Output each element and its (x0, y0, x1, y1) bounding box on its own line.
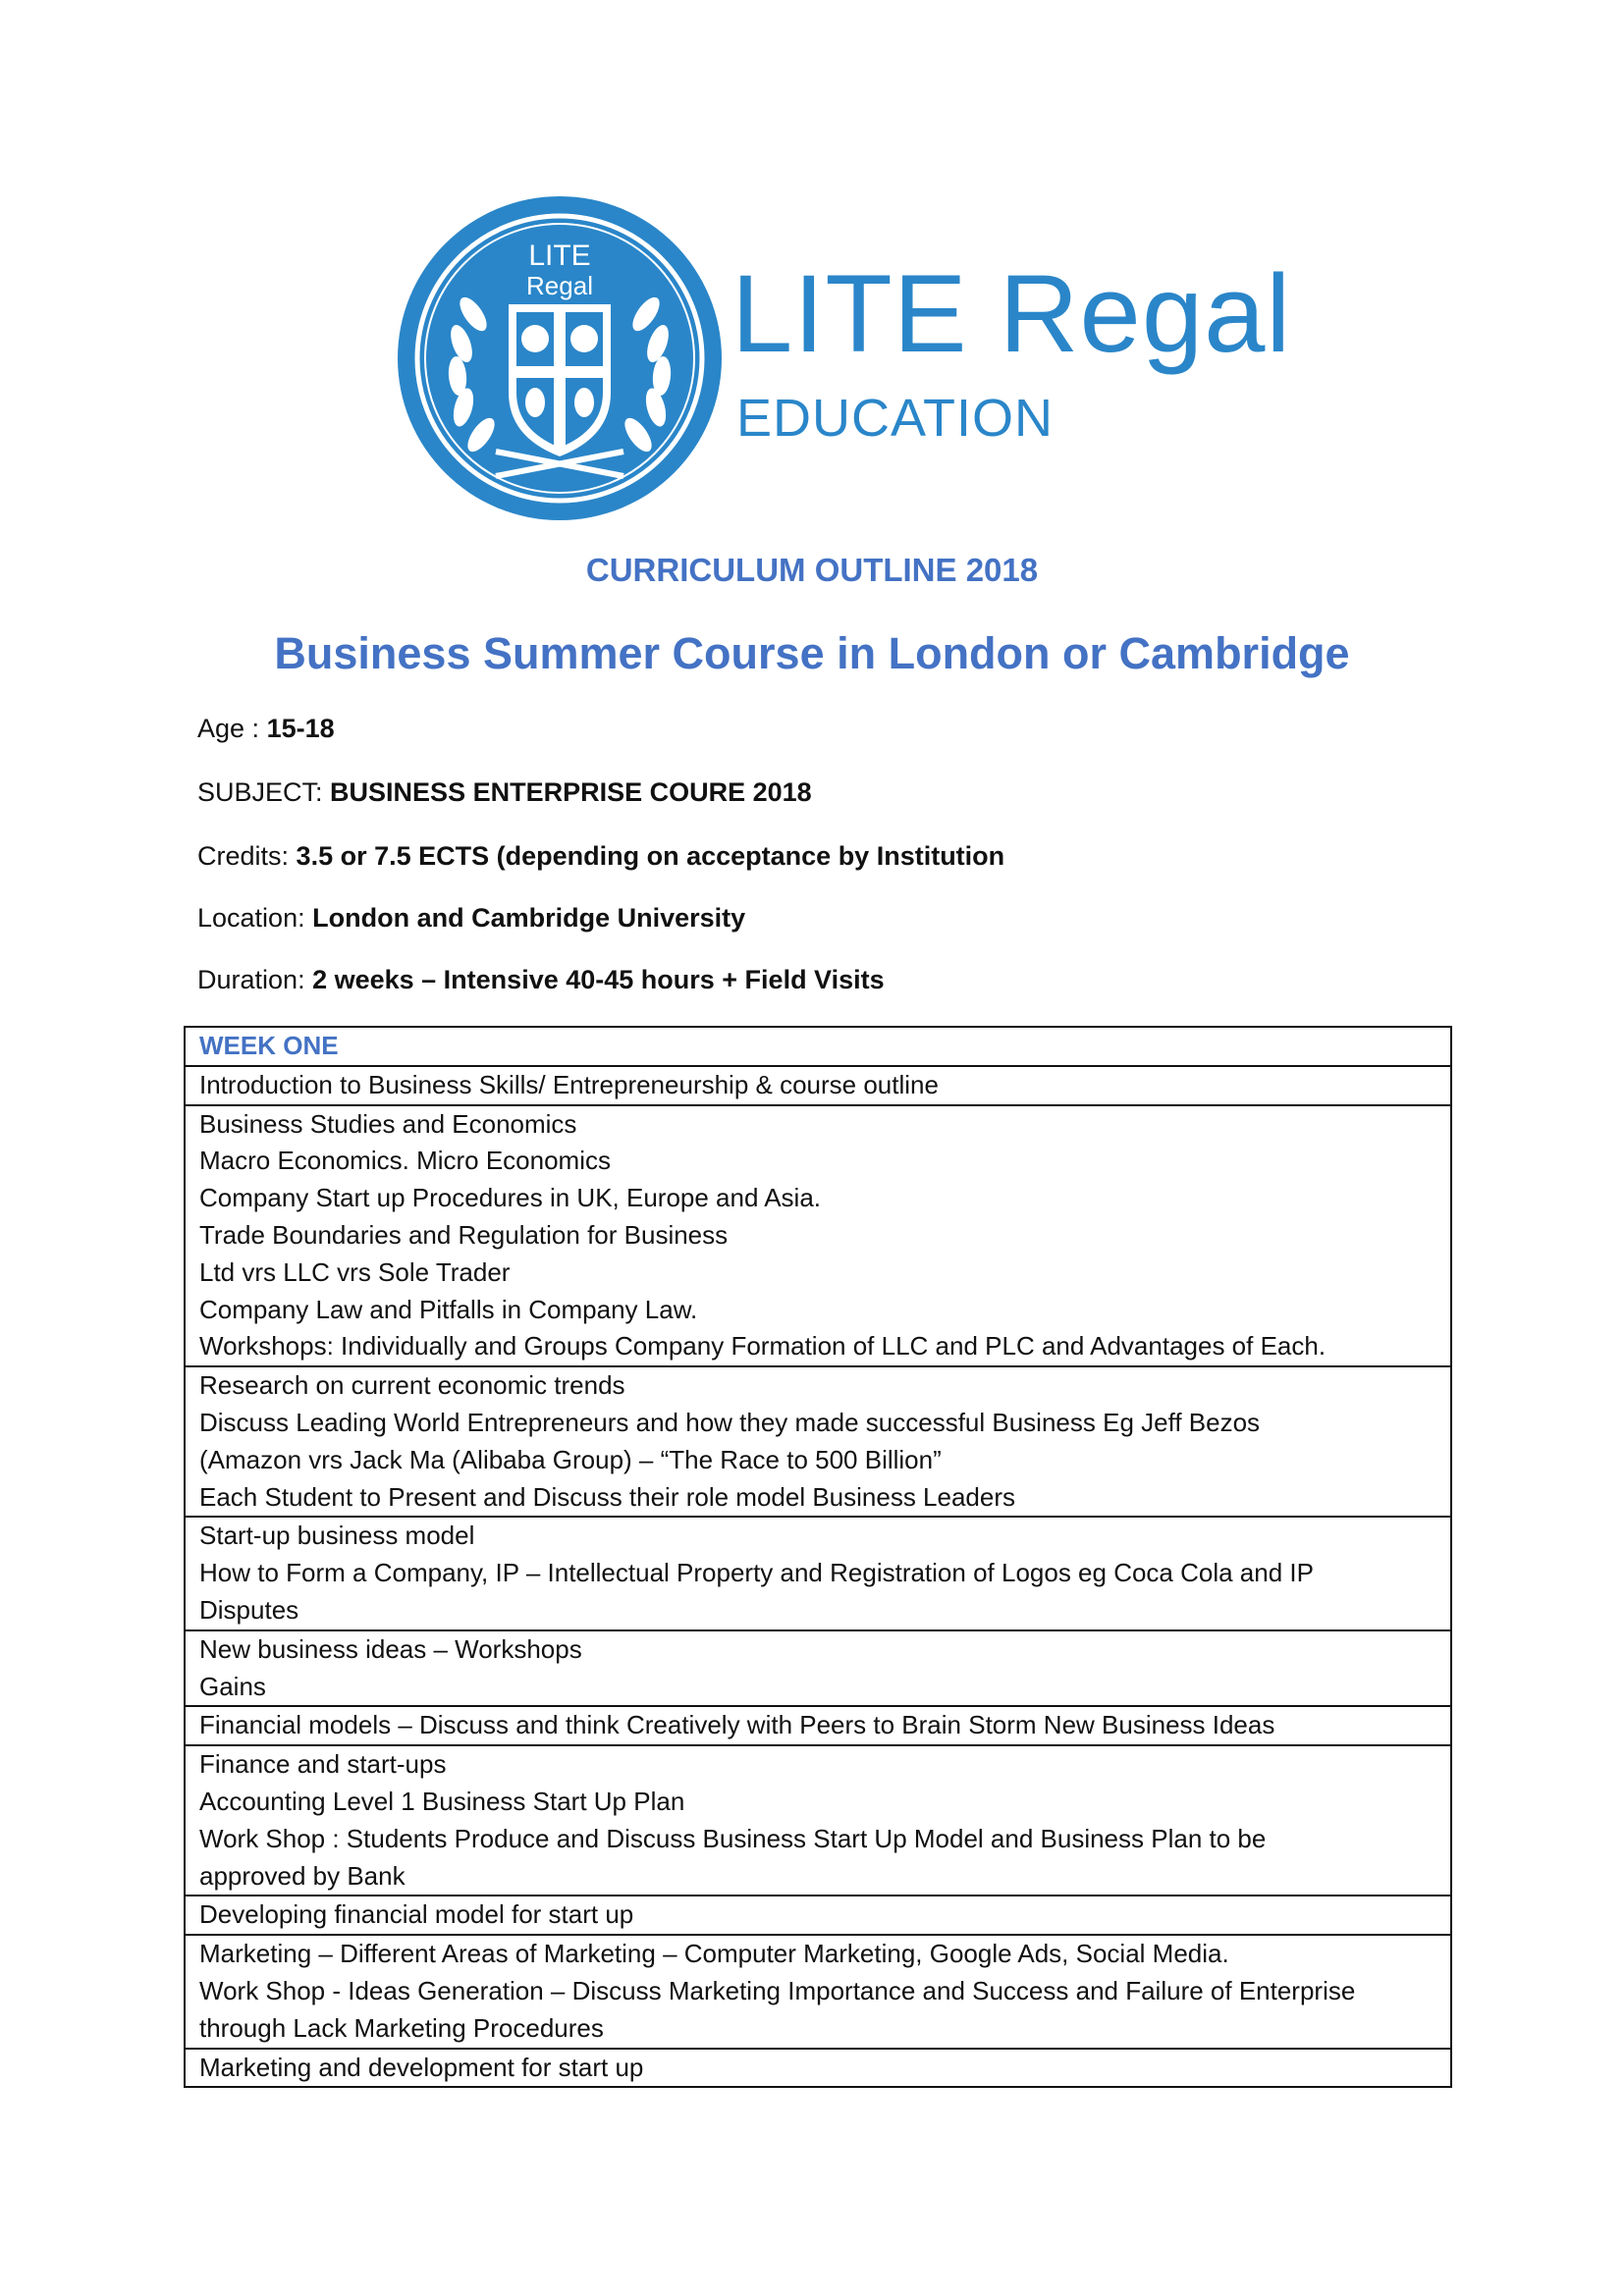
table-row-line: Start-up business model (199, 1521, 475, 1551)
table-row-line: Trade Boundaries and Regulation for Business (199, 1219, 729, 1250)
brand-name: LITE Regal (731, 252, 1292, 375)
brand-subtitle: EDUCATION (736, 389, 1055, 448)
curriculum-outline-title: CURRICULUM OUTLINE 2018 (585, 552, 1039, 588)
table-row-line: Finance and start-ups (199, 1749, 447, 1780)
table-row (186, 1934, 1450, 2047)
seal-bottom-text: Regal (526, 271, 593, 300)
table-row-line: Business Studies and Economics (199, 1108, 577, 1139)
table-row (186, 1744, 1450, 1895)
table-row (186, 1516, 1450, 1629)
table-row-line: Discuss Leading World Entrepreneurs and how they made successful Business Eg Jeff Bezos (199, 1407, 1261, 1437)
table-row-line: Work Shop - Ideas Generation – Discuss Marketing Importance and Success and Failure of Enterprise (199, 1975, 1356, 2005)
table-row (186, 1629, 1450, 1706)
table-row-line: through Lack Marketing Procedures (199, 2012, 604, 2043)
table-row-line: Ltd vrs LLC vrs Sole Trader (199, 1256, 511, 1287)
table-heading-week-one: WEEK ONE (199, 1031, 339, 1060)
table-row (186, 1705, 1450, 1744)
table-row-line: Accounting Level 1 Business Start Up Plan (199, 1786, 685, 1816)
table-row (186, 1895, 1450, 1934)
table-row-line: Macro Economics. Micro Economics (199, 1146, 611, 1176)
table-row (186, 1104, 1450, 1366)
seal-emblem (393, 191, 727, 525)
table-row-line: Workshops: Individually and Groups Company Formation of LLC and PLC and Advantages of Each. (199, 1331, 1326, 1362)
table-row-line: Disputes (199, 1594, 299, 1625)
table-row-line: Introduction to Business Skills/ Entrepreneurship & course outline (199, 1069, 939, 1099)
detail-age: Age : 15-18 (197, 714, 335, 743)
seal-top-text: LITE (528, 240, 591, 272)
detail-credits: Credits: 3.5 or 7.5 ECTS (depending on acceptance by Institution (197, 841, 1005, 871)
table-row-line: Work Shop : Students Produce and Discuss Business Start Up Model and Business Plan to be (199, 1823, 1267, 1853)
table-row-line: Company Law and Pitfalls in Company Law. (199, 1294, 698, 1324)
table-row (186, 1065, 1450, 1104)
detail-subject: SUBJECT: BUSINESS ENTERPRISE COURE 2018 (197, 777, 812, 807)
curriculum-table (184, 1026, 1452, 2088)
detail-location: Location: London and Cambridge University (197, 903, 746, 933)
table-row-line: Financial models – Discuss and think Creatively with Peers to Brain Storm New Business Ideas (199, 1710, 1275, 1740)
table-row-line: approved by Bank (199, 1860, 406, 1891)
course-title: Business Summer Course in London or Cambridge (274, 628, 1350, 678)
table-row-line: Marketing and development for start up (199, 2052, 644, 2082)
table-row-line: New business ideas – Workshops (199, 1633, 582, 1664)
brand-logo (393, 191, 1292, 525)
table-row (186, 1365, 1450, 1516)
table-row-line: Company Start up Procedures in UK, Europe and Asia. (199, 1183, 822, 1213)
table-row-line: How to Form a Company, IP – Intellectual Property and Registration of Logos eg Coca Cola and IP (199, 1558, 1314, 1588)
table-row-line: Gains (199, 1671, 266, 1701)
detail-duration: Duration: 2 weeks – Intensive 40-45 hours + Field Visits (197, 965, 885, 994)
table-row-line: (Amazon vrs Jack Ma (Alibaba Group) – “The Race to 500 Billion” (199, 1444, 942, 1474)
table-row (186, 2048, 1450, 2087)
table-row-line: Each Student to Present and Discuss their role model Business Leaders (199, 1481, 1016, 1512)
table-row-line: Developing financial model for start up (199, 1899, 634, 1930)
table-row-line: Marketing – Different Areas of Marketing – Computer Marketing, Google Ads, Social Media. (199, 1939, 1229, 1969)
table-row-line: Research on current economic trends (199, 1370, 625, 1401)
